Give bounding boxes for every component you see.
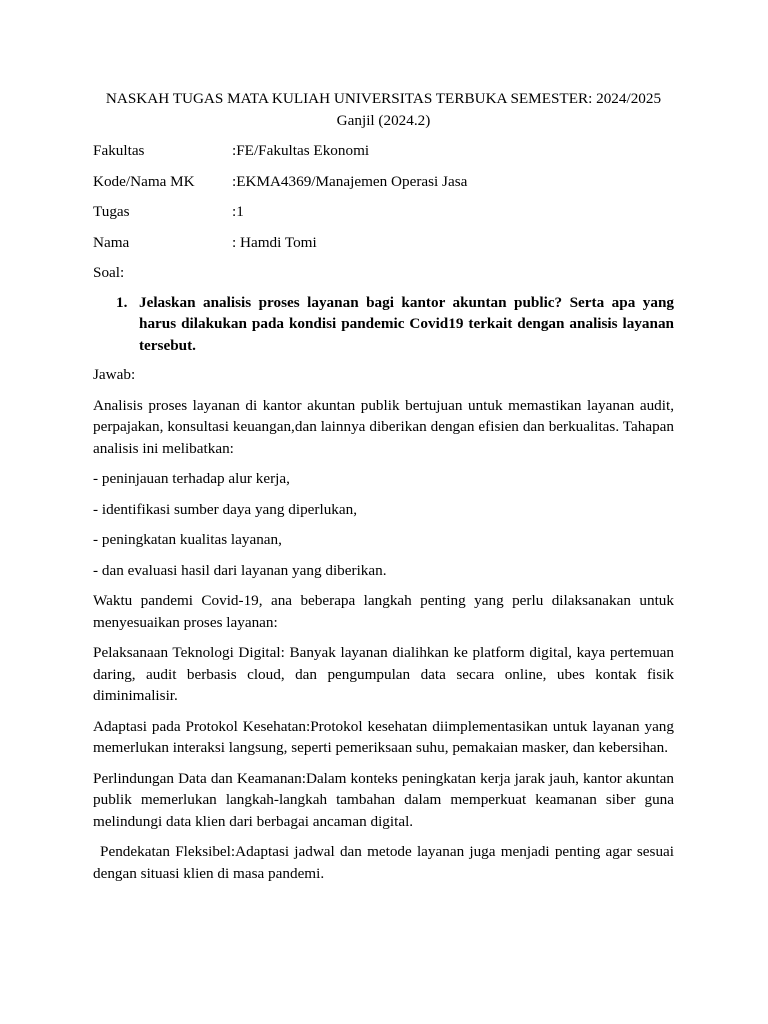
meta-label: Fakultas <box>93 142 145 159</box>
answer-intro: Analisis proses layanan di kantor akuntan publik bertujuan untuk memastikan layanan audit, perpajakan, konsultasi keuangan,dan lainnya diberikan dengan efisien dan berkualitas. Tahapan analisis ini melibatkan: <box>93 396 674 457</box>
paragraph-perlindungan-data: Perlindungan Data dan Keamanan:Dalam konteks peningkatan kerja jarak jauh, kantor akuntan publik memerlukan langkah-langkah tambahan dalam memperkuat keamanan siber guna melindungi data klien dari berbagai ancaman digital. <box>93 769 674 830</box>
bullet-item: - identifikasi sumber daya yang diperlukan, <box>93 500 358 518</box>
meta-value: :EKMA4369/Manajemen Operasi Jasa <box>232 172 468 190</box>
question-item <box>93 292 674 357</box>
meta-value: : Hamdi Tomi <box>232 233 317 251</box>
question-text: Jelaskan analisis proses layanan bagi kantor akuntan public? Serta apa yang harus dilakukan pada kondisi pandemic Covid19 terkait dengan analisis layanan tersebut. <box>139 293 674 354</box>
document-title: NASKAH TUGAS MATA KULIAH UNIVERSITAS TERBUKA SEMESTER: 2024/2025 Ganjil (2024.2) <box>105 90 662 129</box>
paragraph-protokol-kesehatan: Adaptasi pada Protokol Kesehatan:Protokol kesehatan diimplementasikan untuk layanan yang memerlukan interaksi langsung, seperti pemeriksaan suhu, pemakaian masker, dan kebersihan. <box>93 717 674 756</box>
meta-value: :FE/Fakultas Ekonomi <box>232 142 370 159</box>
document-page <box>93 88 674 893</box>
meta-value: :1 <box>232 203 244 220</box>
meta-row-kode-nama-mk <box>93 171 674 193</box>
meta-label: Kode/Nama MK <box>93 172 195 190</box>
meta-row-nama <box>93 232 674 254</box>
paragraph-pandemi: Waktu pandemi Covid-19, ana beberapa langkah penting yang perlu dilaksanakan untuk menyesuaikan proses layanan: <box>93 592 674 631</box>
jawab-label: Jawab: <box>93 366 136 383</box>
paragraph-teknologi-digital: Pelaksanaan Teknologi Digital: Banyak layanan dialihkan ke platform digital, kaya pertemuan daring, audit berbasis cloud, dan pengumpulan data secara online, ubes kontak fisik diminimalisir. <box>93 644 674 704</box>
question-number: 1. <box>116 293 128 311</box>
soal-label: Soal: <box>93 264 125 281</box>
meta-label: Tugas <box>93 203 130 220</box>
meta-row-tugas <box>93 201 674 223</box>
bullet-item: - peningkatan kualitas layanan, <box>93 531 282 548</box>
meta-label: Nama <box>93 233 130 251</box>
bullet-item: - peninjauan terhadap alur kerja, <box>93 470 290 487</box>
bullet-item: - dan evaluasi hasil dari layanan yang diberikan. <box>93 561 387 579</box>
meta-row-fakultas <box>93 140 674 162</box>
paragraph-pendekatan-fleksibel: Pendekatan Fleksibel:Adaptasi jadwal dan metode layanan juga menjadi penting agar sesuai dengan situasi klien di masa pandemi. <box>93 843 674 882</box>
